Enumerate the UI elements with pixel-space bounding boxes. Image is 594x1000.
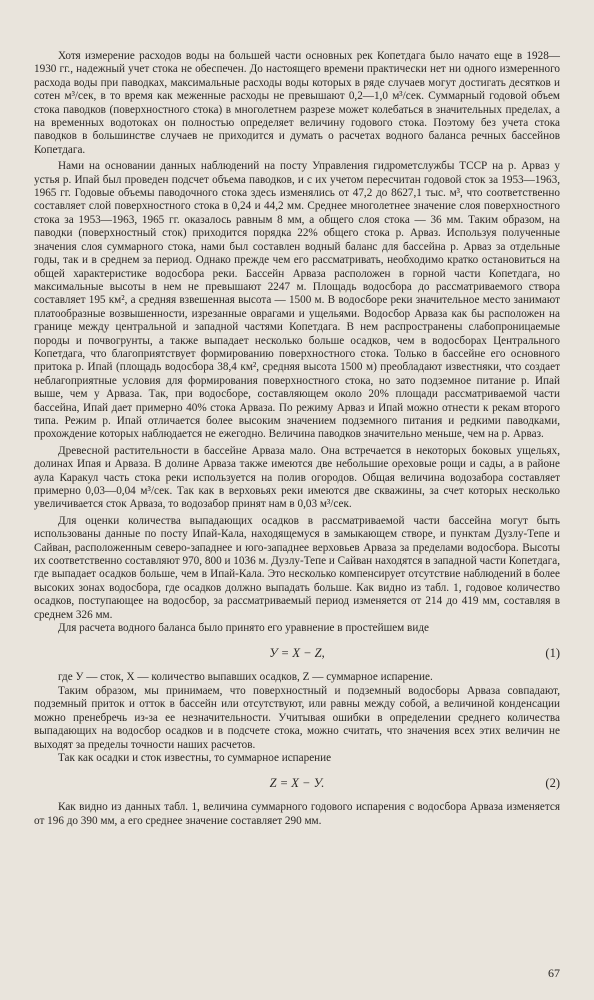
paragraph-evaporation-result: Как видно из данных табл. 1, величина суммарного годового испарения с водосбора Арваза изменяется от 196 до 390 мм, а его среднее значение составляет 290 мм. — [34, 801, 560, 827]
paragraph-precipitation: Для оценки количества выпадающих осадков в рассматриваемой части бассейна могут быть использованы данные по посту Ипай-Кала, находящемуся в замыкающем створе, и пунктам Дузлу-Тепе и Сайван, расположенным северо-западнее и юго-западнее верховьев Арваза за пределами водосбора. Высоты их соответственно составляют 970, 800 и 1036 м. Дузлу-Тепе и Сайван находятся в западной части Копетдага, где выпадает осадков больше, чем в Ипай-Кала. Это несколько компенсирует отсутствие наблюдений в более высоких зонах водосбора, где осадков должно выпадать больше. Как видно из табл. 1, годовое количество осадков, поступающее на водосбор, за рассматриваемый период изменяется от 214 до 419 мм, составляя в среднем 326 мм. — [34, 514, 560, 621]
equation-1 — [34, 645, 560, 661]
paragraph-assumptions: Таким образом, мы принимаем, что поверхностный и подземный водосборы Арваза совпадают, подземный приток и отток в бассейн или отсутствуют, или равны между собой, а величиной конденсации можно пренебречь из-за ее незначительности. Учитывая ошибки в определении среднего количества выпадающих на водосбор осадков и в подсчете стока, можно считать, что значения всех этих величин не выходят за пределы точности наших расчетов. — [34, 684, 560, 751]
equation-2 — [34, 775, 560, 791]
equation-2-formula: Z = Х − У. — [269, 776, 325, 791]
equation-1-number: (1) — [545, 646, 560, 661]
paragraph-vegetation: Древесной растительности в бассейне Арваза мало. Она встречается в некоторых боковых ущельях, долинах Ипая и Арваза. В долине Арваза также имеются две небольшие ореховые рощи и сады, а в районе аула Каракул часть стока реки используется на полив огородов. Общая величина водозабора составляет примерно 0,03—0,04 м³/сек. Так как в верховьях реки имеются две скважины, за счет которых несколько увеличивается сток Арваза, то водозабор принят нам в 0,03 м³/сек. — [34, 444, 560, 511]
paragraph-variables: где У — сток, Х — количество выпавших осадков, Z — суммарное испарение. — [58, 671, 433, 684]
page-number: 67 — [548, 966, 560, 980]
paragraph-runoff-measurement: Хотя измерение расходов воды на большей части основных рек Копетдага было начато еще в 1928—1930 гг., надежный учет стока не обеспечен. До настоящего времени практически нет ни одного измеренного расхода воды при паводках, максимальные расходы воды которых в ряде случаев могут достигать десятков и сотен м³/сек, в то время как меженные расходы не превышают 0,2—1,0 м³/сек. Суммарный годовой объем стока паводков (поверхностного стока) в многолетнем разрезе может колебаться в значительных пределах, а на временных водотоках он полностью определяет величину годового стока. Поэтому без учета стока паводков в большинстве случаев не приходится и думать о расчетах водного баланса речных бассейнов Копетдага. — [34, 50, 560, 156]
paragraph-balance-intro: Для расчета водного баланса было принято его уравнение в простейшем виде — [58, 622, 429, 635]
equation-1-formula: У = Х − Z, — [269, 646, 325, 661]
equation-2-number: (2) — [545, 776, 560, 791]
paragraph-evaporation-intro: Так как осадки и сток известны, то суммарное испарение — [58, 751, 332, 764]
paragraph-arvaz-observations: Нами на основании данных наблюдений на посту Управления гидрометслужбы ТССР на р. Арваз у устья р. Ипай был проведен подсчет объема паводков, и с их учетом пересчитан годовой сток за 1953—1963, 1965 гг. Годовые объемы паводочного стока здесь изменялись от 47,2 до 8627,1 тыс. м³, что соответственно составляет слой поверхностного стока в 0,24 и 44,2 мм. Среднее многолетнее значение слоя поверхностного стока за 1953—1963, 1965 гг. оказалось равным 8 мм, а общего слоя стока — 36 мм. Таким образом, на паводки (поверхностный сток) приходится порядка 22% общего стока р. Арваз. Используя полученные значения слоя суммарного стока, нами был составлен водный баланс для бассейна р. Арваз за отдельные годы, так и в среднем за период. Однако прежде чем его рассматривать, необходимо кратко остановиться на общей характеристике водосбора реки. Бассейн Арваза расположен в горной части Копетдага, но максимальные высоты в нем не превышают 2247 м. Площадь водосбора до рассматриваемого створа составляет 195 км², а средняя взвешенная высота — 1500 м. В водосборе реки значительное место занимают платообразные возвышенности, изрезанные оврагами и ущельями. Водосбор Арваза как бы расположен на границе между центральной и западной частями Копетдага. В нем распространены слабопроницаемые породы и почвогрунты, а также выпадает несколько больше осадков, чем в водосборах Центрального Копетдага, что благоприятствует формированию поверхностного стока. Только в бассейне его основного притока р. Ипай (площадь водосбора 38,4 км², средняя высота 1500 м) преобладают известняки, что создает неблагоприятные условия для формирования поверхностного стока, но зато подземное питание р. Ипай выше, чем у Арваза. Так, при водосборе, составляющем около 20% площади рассматриваемой части бассейна, Ипай дает примерно 40% стока Арваза. По режиму Арваз и Ипай можно отнести к рекам второго типа. Режим р. Ипай отличается более высоким значением подземного питания и редкими паводками, прохождение которых наблюдается не ежегодно. Величина паводков значительно меньше, чем на р. Арваз. — [34, 160, 560, 441]
